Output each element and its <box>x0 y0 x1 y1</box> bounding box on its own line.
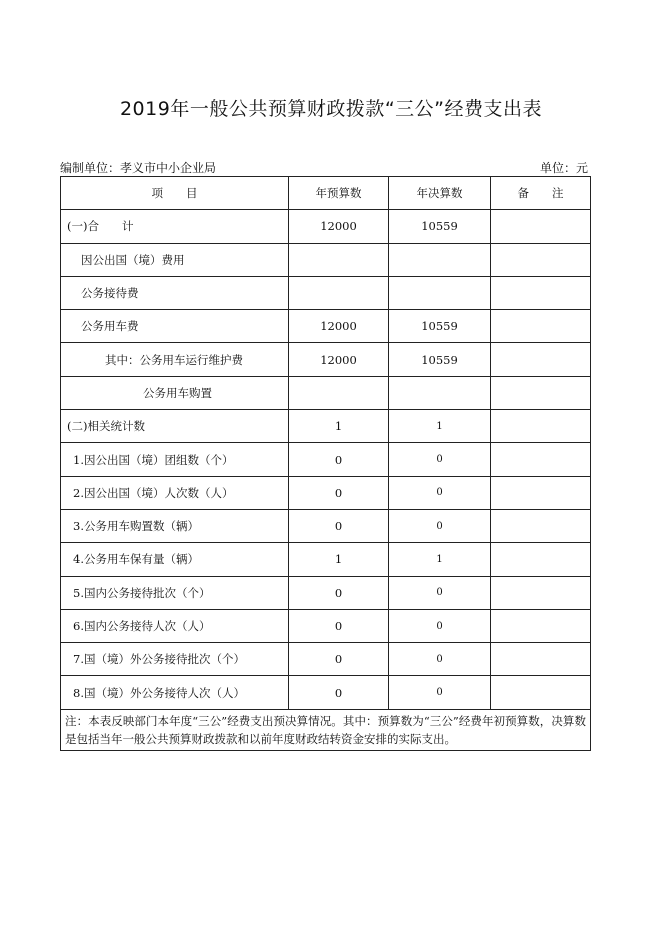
row-item: 1.因公出国（境）团组数（个） <box>61 443 289 476</box>
header-item: 项 目 <box>61 177 289 210</box>
table-row <box>61 343 591 376</box>
row-budget: 12000 <box>289 310 389 343</box>
table-row <box>61 643 591 676</box>
row-actual: 10559 <box>389 210 491 243</box>
row-note <box>491 643 591 676</box>
row-budget: 0 <box>289 443 389 476</box>
row-note <box>491 576 591 609</box>
row-budget <box>289 243 389 276</box>
footnote-row <box>61 709 591 750</box>
row-budget: 0 <box>289 609 389 642</box>
row-actual: 0 <box>389 509 491 542</box>
row-actual: 1 <box>389 410 491 443</box>
table-row <box>61 609 591 642</box>
row-actual: 0 <box>389 643 491 676</box>
row-budget: 0 <box>289 509 389 542</box>
table-row <box>61 443 591 476</box>
row-item: 7.国（境）外公务接待批次（个） <box>61 643 289 676</box>
row-actual: 0 <box>389 476 491 509</box>
row-note <box>491 276 591 309</box>
row-item: 其中：公务用车运行维护费 <box>61 343 289 376</box>
compiling-unit: 编制单位：孝义市中小企业局 <box>60 161 217 175</box>
row-actual <box>389 243 491 276</box>
table-row <box>61 676 591 709</box>
row-item: 2.因公出国（境）人次数（人） <box>61 476 289 509</box>
header-actual: 年决算数 <box>389 177 491 210</box>
row-actual: 1 <box>389 543 491 576</box>
table-row <box>61 376 591 409</box>
table-row <box>61 509 591 542</box>
row-item: 公务用车购置 <box>61 376 289 409</box>
row-budget: 1 <box>289 543 389 576</box>
row-note <box>491 310 591 343</box>
row-item: 5.国内公务接待批次（个） <box>61 576 289 609</box>
row-actual <box>389 376 491 409</box>
row-budget: 0 <box>289 676 389 709</box>
row-budget <box>289 276 389 309</box>
row-item: (一)合 计 <box>61 210 289 243</box>
table-row <box>61 310 591 343</box>
row-item: 公务接待费 <box>61 276 289 309</box>
row-actual <box>389 276 491 309</box>
row-actual: 0 <box>389 443 491 476</box>
header-budget: 年预算数 <box>289 177 389 210</box>
row-note <box>491 243 591 276</box>
row-item: 3.公务用车购置数（辆） <box>61 509 289 542</box>
header-note: 备 注 <box>491 177 591 210</box>
row-actual: 0 <box>389 576 491 609</box>
row-note <box>491 410 591 443</box>
row-note <box>491 443 591 476</box>
row-budget: 0 <box>289 643 389 676</box>
table-row <box>61 410 591 443</box>
row-item: 6.国内公务接待人次（人） <box>61 609 289 642</box>
row-budget: 12000 <box>289 210 389 243</box>
row-note <box>491 676 591 709</box>
row-budget: 12000 <box>289 343 389 376</box>
row-note <box>491 210 591 243</box>
row-item: 8.国（境）外公务接待人次（人） <box>61 676 289 709</box>
table-row <box>61 476 591 509</box>
table-row <box>61 576 591 609</box>
footnote: 注：本表反映部门本年度“三公”经费支出预决算情况。其中：预算数为“三公”经费年初预算数，决算数是包括当年一般公共预算财政拨款和以前年度财政结转资金安排的实际支出。 <box>61 709 591 750</box>
currency-unit: 单位：元 <box>539 161 588 175</box>
row-item: 4.公务用车保有量（辆） <box>61 543 289 576</box>
row-note <box>491 543 591 576</box>
row-note <box>491 343 591 376</box>
row-budget: 1 <box>289 410 389 443</box>
row-note <box>491 509 591 542</box>
table-row <box>61 543 591 576</box>
table-row <box>61 276 591 309</box>
table-row <box>61 243 591 276</box>
row-actual: 0 <box>389 609 491 642</box>
row-note <box>491 476 591 509</box>
row-note <box>491 609 591 642</box>
row-actual: 0 <box>389 676 491 709</box>
row-item: 公务用车费 <box>61 310 289 343</box>
row-item: 因公出国（境）费用 <box>61 243 289 276</box>
row-note <box>491 376 591 409</box>
table-row <box>61 210 591 243</box>
row-actual: 10559 <box>389 343 491 376</box>
row-budget: 0 <box>289 476 389 509</box>
row-actual: 10559 <box>389 310 491 343</box>
page-title: 2019年一般公共预算财政拨款“三公”经费支出表 <box>119 98 543 120</box>
row-budget <box>289 376 389 409</box>
row-budget: 0 <box>289 576 389 609</box>
row-item: (二)相关统计数 <box>61 410 289 443</box>
table-header-row <box>61 177 591 210</box>
expense-table <box>60 176 591 751</box>
